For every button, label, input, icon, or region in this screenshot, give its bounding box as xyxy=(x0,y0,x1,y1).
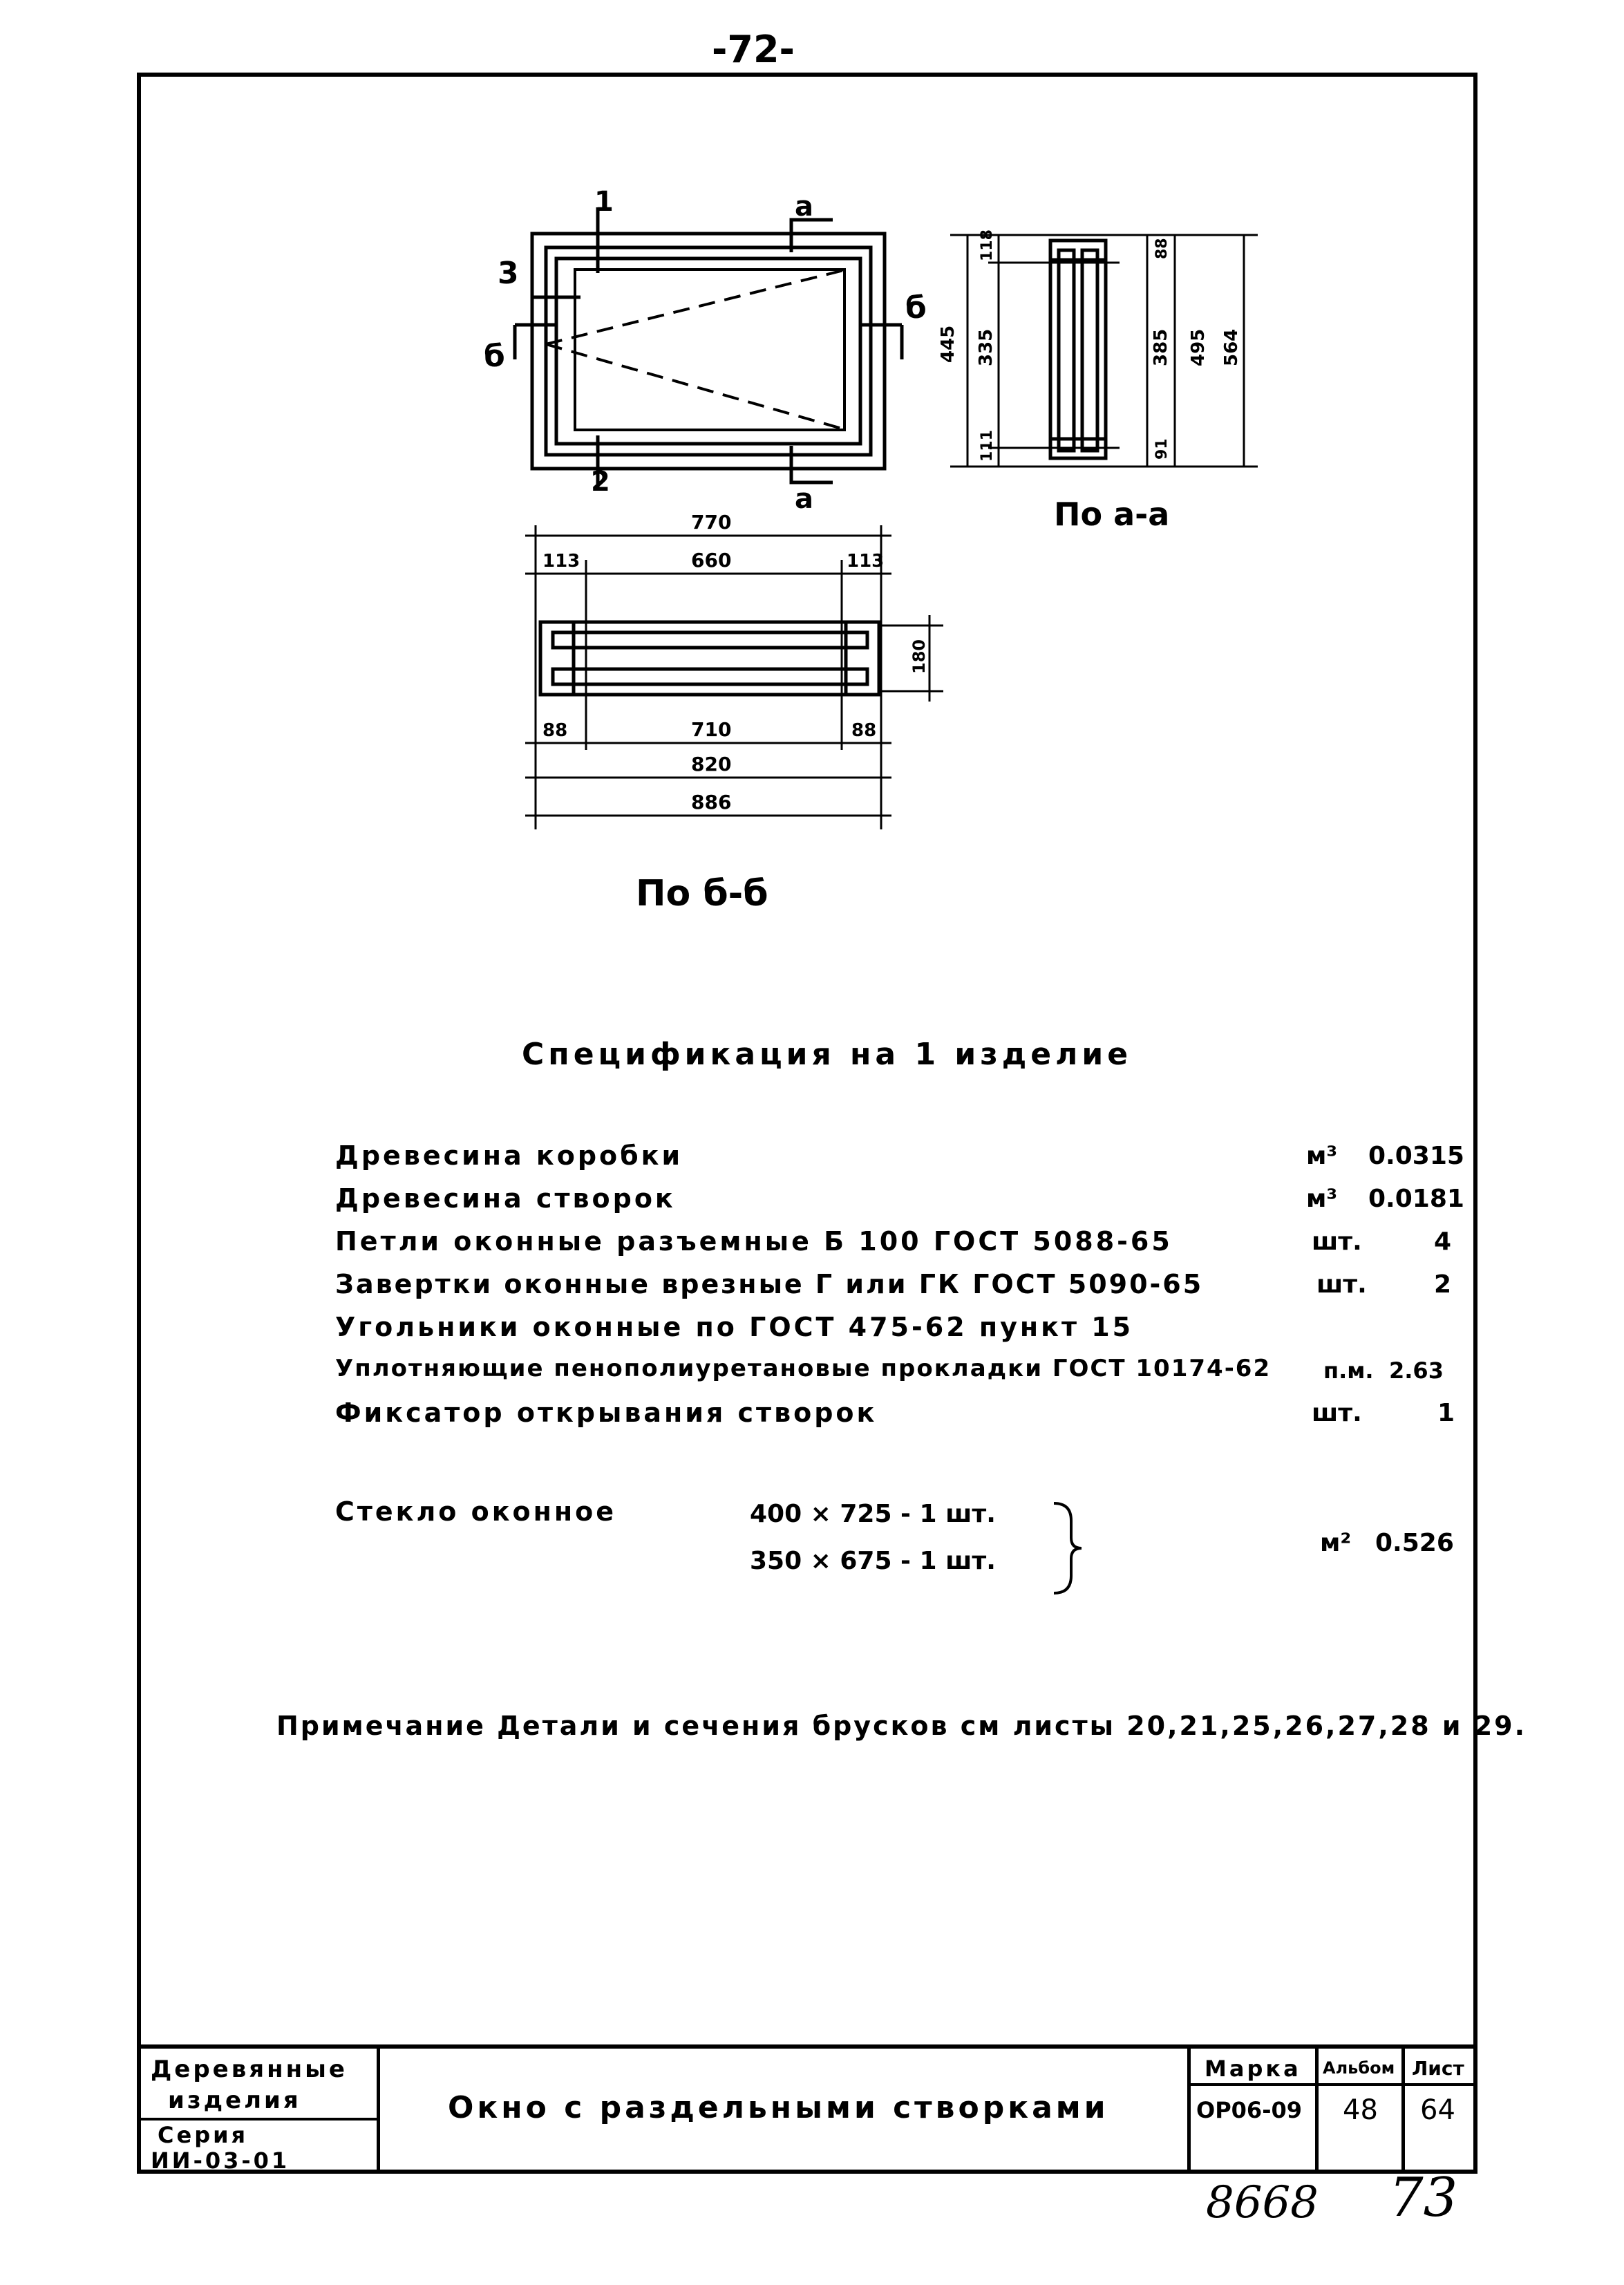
dim-aa-335: 335 xyxy=(976,328,997,366)
stamp-album-label: Альбом xyxy=(1323,2058,1395,2078)
stamp-series-label: Серия xyxy=(158,2122,249,2148)
stamp-category-line1: Деревянные xyxy=(151,2056,348,2083)
stamp-mark-value: ОР06-09 xyxy=(1196,2097,1302,2123)
dim-bb-820: 820 xyxy=(691,753,732,775)
stamp-sheet-label: Лист xyxy=(1412,2057,1464,2080)
note: Примечание Детали и сечения брусков см листы 20,21,25,26,27,28 и 29. xyxy=(276,1711,1527,1741)
opening-line-bottom xyxy=(546,344,847,430)
spec-row-name: Угольники оконные по ГОСТ 475-62 пункт 15 xyxy=(335,1312,1134,1342)
stamp-album-cell xyxy=(1319,2049,1405,2174)
cut-mark-a-bottom xyxy=(791,446,833,482)
archive-sheet: 73 xyxy=(1389,2167,1458,2229)
spec-row-qty: 2 xyxy=(1434,1270,1452,1299)
spec-row-unit: шт. xyxy=(1312,1228,1362,1256)
dim-bb-710: 710 xyxy=(691,718,732,741)
dim-aa-118: 118 xyxy=(979,229,996,261)
spec-row-name: Завертки оконные врезные Г или ГК ГОСТ 5090-65 xyxy=(335,1269,1204,1299)
window-glass xyxy=(575,270,844,430)
dim-bb-770: 770 xyxy=(691,511,732,534)
spec-title: Спецификация на 1 изделие xyxy=(522,1037,1133,1072)
opening-line-top xyxy=(546,270,847,344)
glass-unit: м² xyxy=(1320,1529,1352,1557)
dim-aa-385: 385 xyxy=(1151,328,1171,366)
section-aa-label: По а-а xyxy=(1054,496,1170,533)
mark-a-bottom: а xyxy=(795,483,813,515)
glass-line-1: 400 × 725 - 1 шт. xyxy=(750,1500,996,1528)
mark-b-right: б xyxy=(905,290,927,326)
spec-row-qty: 0.0181 xyxy=(1368,1185,1464,1213)
spec-row-name: Уплотняющие пенополиуретановые прокладки ГОСТ 10174-62 xyxy=(335,1355,1272,1382)
mark-b-left: б xyxy=(484,339,505,374)
spec-row-name: Древесина коробки xyxy=(335,1140,683,1171)
dim-bb-660: 660 xyxy=(691,549,732,572)
dim-aa-91: 91 xyxy=(1153,438,1171,460)
spec-row-qty: 2.63 xyxy=(1389,1357,1444,1384)
dim-bb-88-left: 88 xyxy=(542,720,568,741)
mark-2: 2 xyxy=(591,466,610,498)
dim-aa-445: 445 xyxy=(938,325,959,363)
spec-row-unit: шт. xyxy=(1316,1270,1367,1299)
spec-row-name: Древесина створок xyxy=(335,1183,676,1214)
archive-number: 8668 xyxy=(1206,2177,1319,2228)
dim-bb-886: 886 xyxy=(691,791,732,814)
mark-a-top: а xyxy=(795,191,813,223)
spec-row-unit: п.м. xyxy=(1323,1357,1374,1384)
stamp-sheet-value: 64 xyxy=(1420,2094,1455,2126)
dim-bb-113-left: 113 xyxy=(542,551,580,572)
dim-aa-495: 495 xyxy=(1188,328,1209,366)
spec-row-unit: м³ xyxy=(1306,1185,1338,1213)
dim-aa-564: 564 xyxy=(1221,328,1242,366)
stamp-category-cell xyxy=(137,2049,380,2174)
stamp-album-value: 48 xyxy=(1343,2094,1378,2126)
dim-aa-111: 111 xyxy=(979,430,996,462)
stamp-title: Окно с раздельными створками xyxy=(448,2090,1109,2125)
stamp-category-line2: изделия xyxy=(168,2087,301,2114)
spec-row-qty: 4 xyxy=(1434,1228,1452,1256)
spec-row-unit: м³ xyxy=(1306,1142,1338,1170)
stamp-series-value: ИИ-03-01 xyxy=(151,2147,290,2174)
dim-aa-88: 88 xyxy=(1153,238,1171,259)
cut-mark-b-left xyxy=(515,325,556,330)
mark-1: 1 xyxy=(594,186,614,218)
stamp-mark-label: Марка xyxy=(1205,2056,1301,2082)
spec-row-name: Петли оконные разъемные Б 100 ГОСТ 5088-65 xyxy=(335,1226,1173,1257)
spec-row-unit: шт. xyxy=(1312,1399,1362,1427)
title-block xyxy=(137,2044,1477,2174)
glass-qty: 0.526 xyxy=(1375,1529,1454,1557)
spec-row-qty: 1 xyxy=(1437,1399,1455,1427)
window-frame-inner xyxy=(546,247,871,455)
dim-bb-88-right: 88 xyxy=(851,720,877,741)
mark-3: 3 xyxy=(498,256,519,291)
spec-row-name: Фиксатор открывания створок xyxy=(335,1398,878,1428)
glass-name: Стекло оконное xyxy=(335,1496,617,1527)
stamp-mark-cell xyxy=(1187,2049,1319,2174)
spec-row-qty: 0.0315 xyxy=(1368,1142,1464,1170)
section-bb-label: По б-б xyxy=(636,873,768,914)
glass-line-2: 350 × 675 - 1 шт. xyxy=(750,1547,996,1575)
dim-bb-180: 180 xyxy=(909,639,929,674)
glass-brace xyxy=(1054,1503,1082,1593)
page-number: -72- xyxy=(712,28,795,71)
dim-bb-113-right: 113 xyxy=(847,551,885,572)
stamp-sheet-cell xyxy=(1405,2049,1473,2174)
window-sash-outer xyxy=(556,258,860,444)
